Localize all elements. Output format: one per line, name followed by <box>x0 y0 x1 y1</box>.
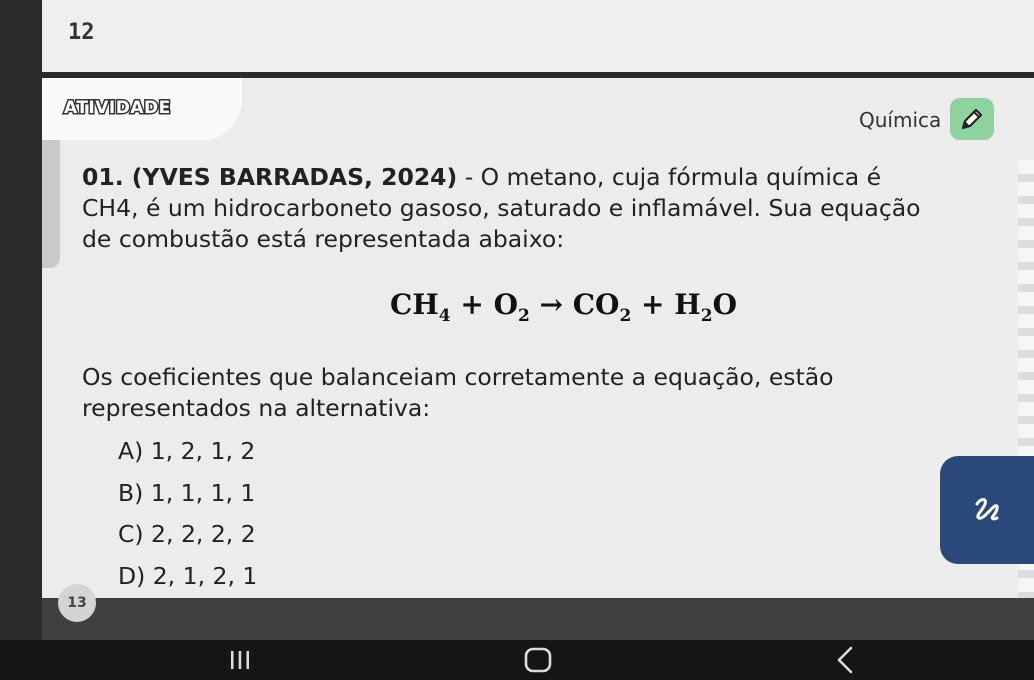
chemical-equation <box>390 288 737 326</box>
question-source: 01. (YVES BARRADAS, 2024) <box>82 163 458 191</box>
equation-term-h: H <box>674 288 701 321</box>
question-text: - O metano, cuja fórmula química é CH4, é um hidrocarboneto gasoso, saturado e inflamável. Sua equação de combustão está representada abaixo: <box>82 163 921 253</box>
left-rail <box>0 0 42 680</box>
home-icon <box>518 645 558 675</box>
activity-tag: ATIVIDADE <box>64 98 171 118</box>
option-c[interactable]: C) 2, 2, 2, 2 <box>118 520 256 548</box>
home-button[interactable] <box>498 640 578 680</box>
recent-apps-icon <box>225 648 255 672</box>
question-accent-bar <box>42 140 60 268</box>
equation-sub: 4 <box>438 306 451 326</box>
option-a[interactable]: A) 1, 2, 1, 2 <box>118 437 256 465</box>
android-navigation-bar <box>0 640 1034 680</box>
equation-plus: + <box>631 288 675 321</box>
option-b[interactable]: B) 1, 1, 1, 1 <box>118 478 256 507</box>
recent-apps-button[interactable] <box>200 640 280 680</box>
option-d[interactable]: D) 2, 1, 2, 1 <box>118 561 258 590</box>
back-icon <box>831 645 861 675</box>
question-statement <box>82 162 942 255</box>
equation-sub: 2 <box>517 306 530 326</box>
equation-sub: 2 <box>700 306 713 326</box>
pencil-icon[interactable] <box>950 98 994 140</box>
equation-plus: + <box>450 288 494 321</box>
equation-term-o: O <box>493 288 518 321</box>
question-prompt: Os coeficientes que balanceiam corretamente a equação, estão representados na alternativa: <box>82 363 834 422</box>
equation-term-o-tail: O <box>712 288 737 321</box>
page-number: 12 <box>68 20 95 45</box>
equation-term-co: CO <box>572 288 620 321</box>
top-strip <box>42 0 1034 74</box>
bottom-dark-band <box>42 598 1034 640</box>
pen-scribble-icon <box>967 490 1007 530</box>
annotate-button[interactable] <box>940 456 1034 564</box>
subject-label: Química <box>859 108 942 132</box>
equation-arrow: → <box>529 288 573 321</box>
equation-sub: 2 <box>619 306 632 326</box>
back-button[interactable] <box>806 640 886 680</box>
next-question-number: 13 <box>58 584 96 622</box>
equation-term-ch: CH <box>390 288 439 321</box>
